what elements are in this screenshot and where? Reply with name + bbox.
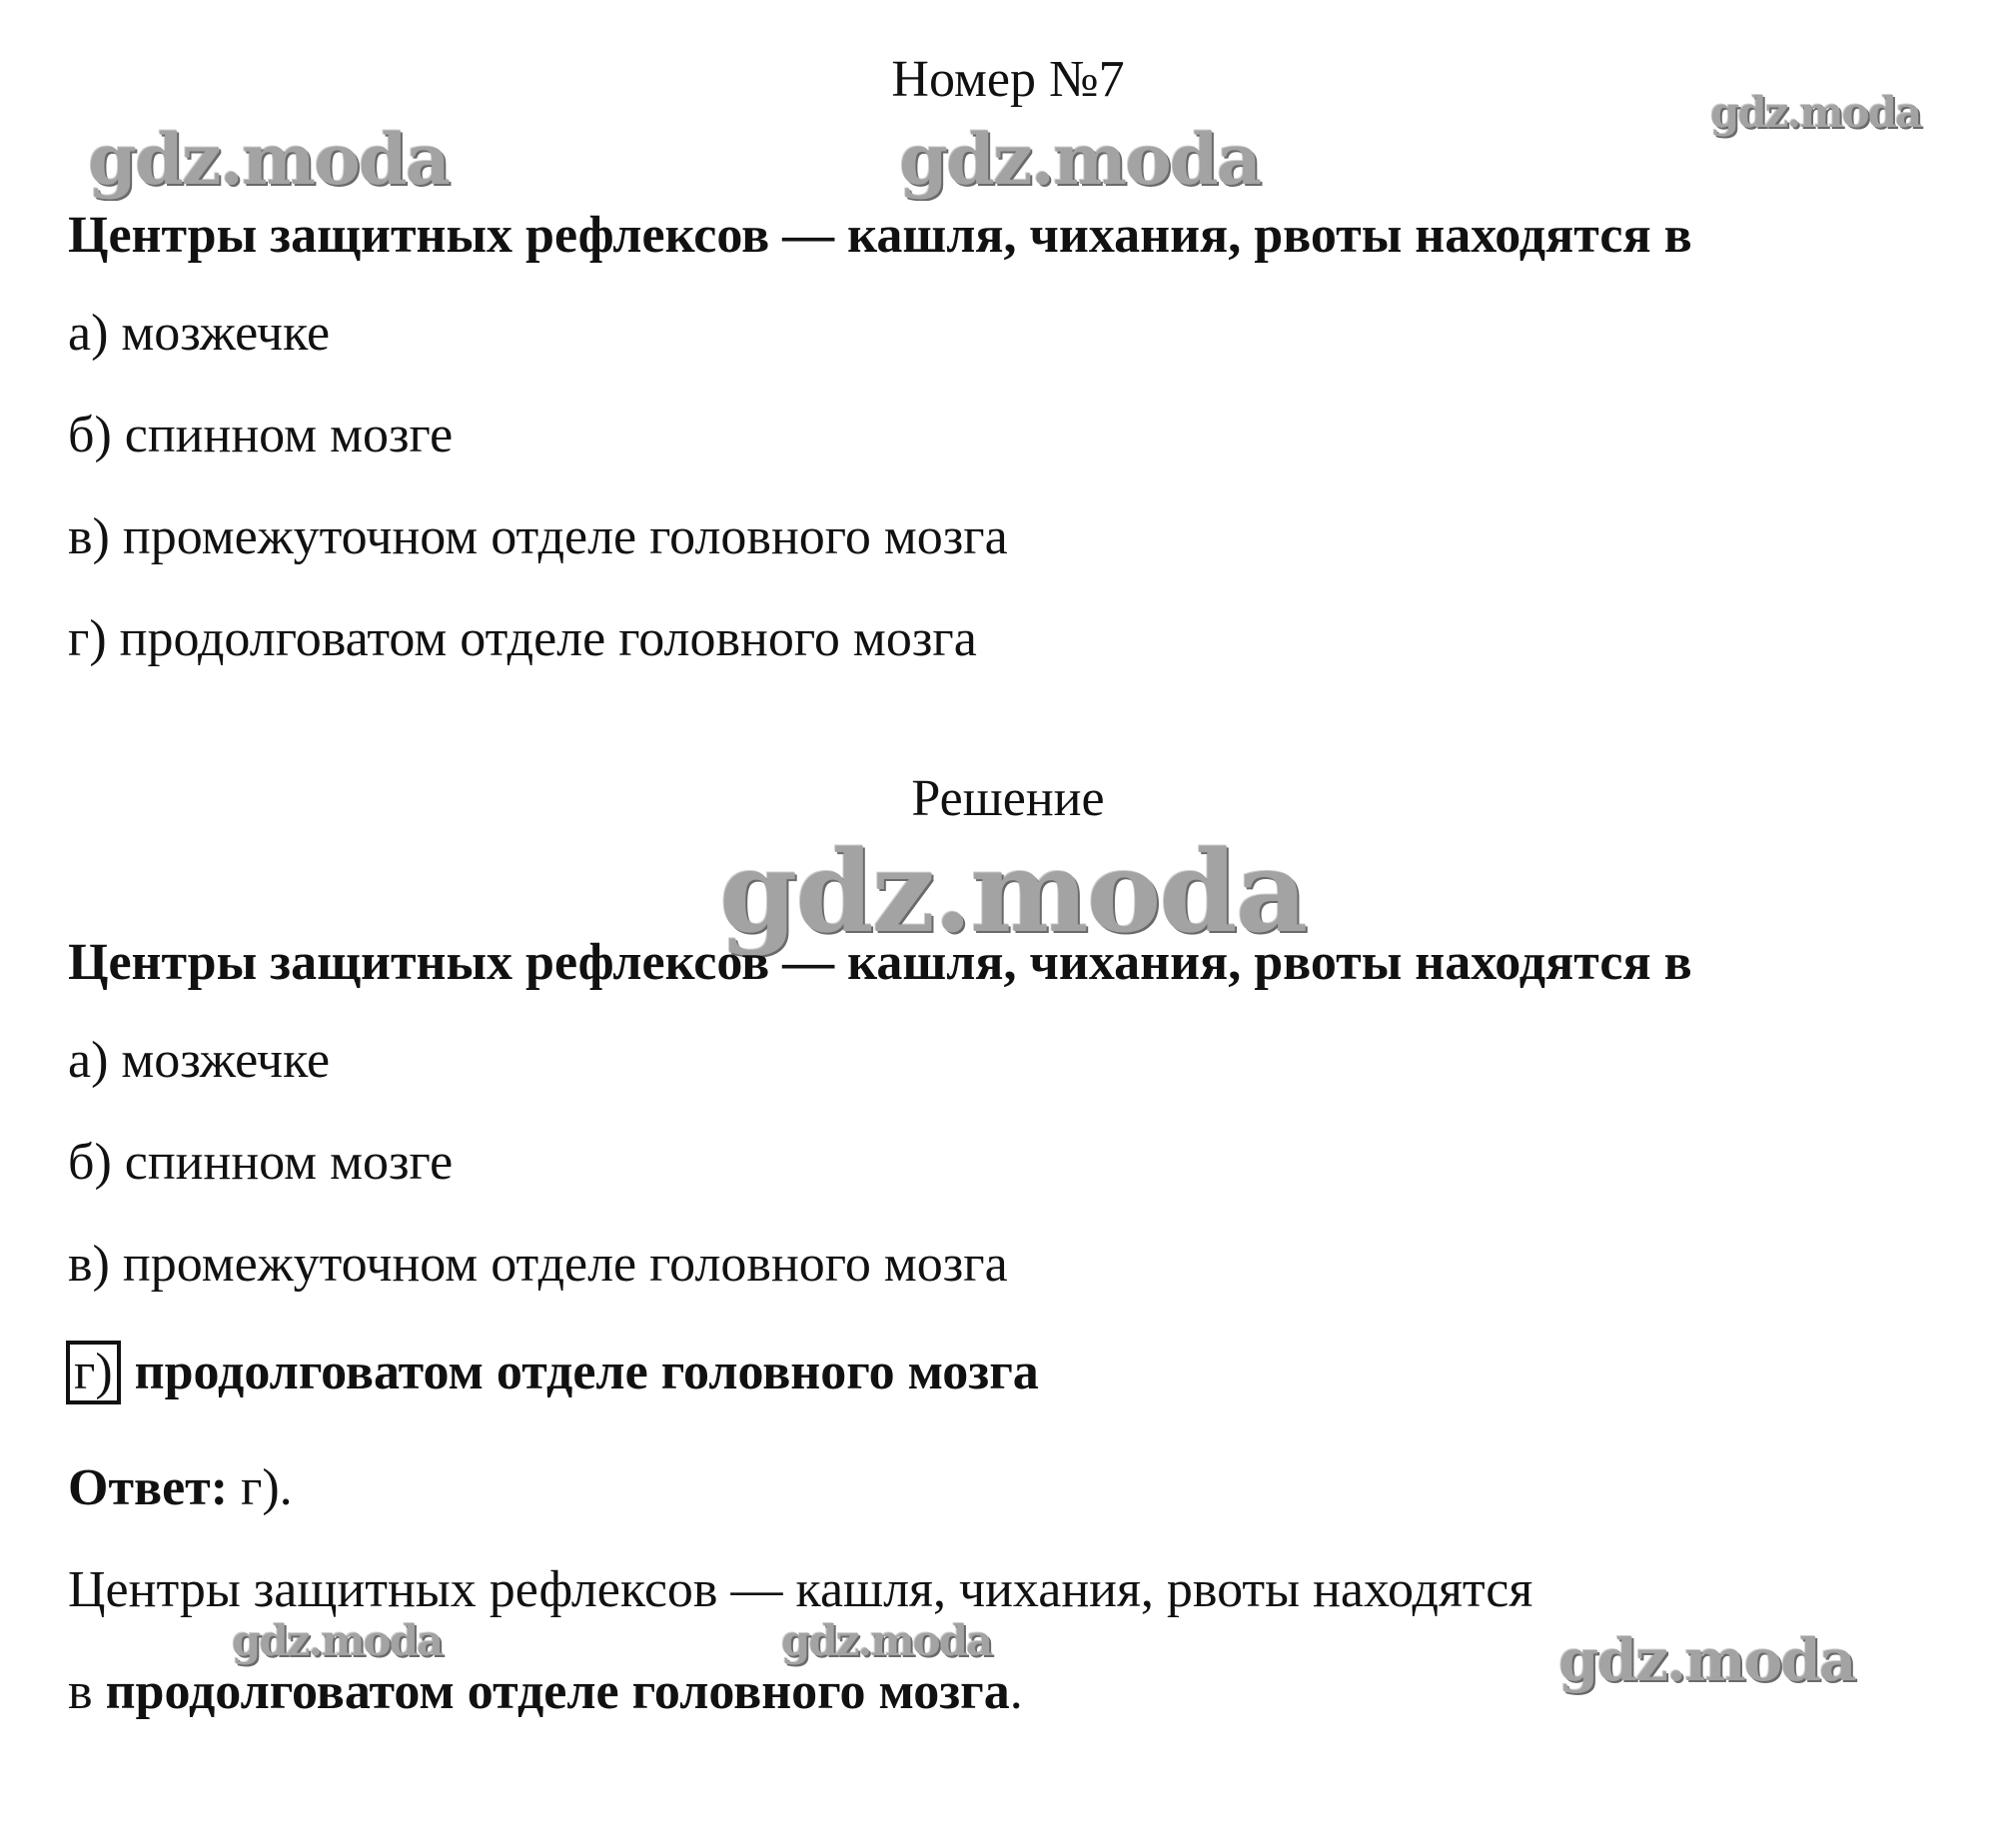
solution-question: Центры защитных рефлексов — кашля, чихания, рвоты находятся в: [68, 934, 1692, 991]
solution-option-v: в) промежуточном отделе головного мозга: [68, 1236, 1008, 1293]
watermark-logo: gdz.moda: [232, 1616, 443, 1665]
task-option-b: б) спинном мозге: [68, 407, 454, 463]
task-question: Центры защитных рефлексов — кашля, чихания, рвоты находятся в: [68, 207, 1692, 264]
watermark-logo: gdz.moda: [1558, 1626, 1855, 1694]
answer-label: Ответ:: [68, 1459, 229, 1516]
watermark-logo: gdz.moda: [781, 1616, 992, 1665]
solution-option-selected: [68, 1341, 1039, 1404]
solution-option-b: б) спинном мозге: [68, 1134, 454, 1191]
selected-answer-box: г): [66, 1341, 121, 1404]
explanation-prefix: в: [68, 1663, 106, 1720]
task-option-a: а) мозжечке: [68, 305, 331, 362]
explanation-line-2: [68, 1662, 1023, 1722]
watermark-logo: gdz.moda: [719, 827, 1307, 958]
page-title: Номер №7: [891, 51, 1125, 108]
explanation-suffix: .: [1009, 1663, 1023, 1720]
task-option-g: г) продолговатом отделе головного мозга: [68, 610, 977, 667]
watermark-logo: gdz.moda: [899, 118, 1261, 201]
answer-value: г).: [228, 1459, 293, 1516]
task-option-v: в) промежуточном отделе головного мозга: [68, 508, 1008, 565]
solution-title: Решение: [911, 770, 1105, 827]
solution-option-a: а) мозжечке: [68, 1032, 331, 1089]
watermark-logo: gdz.moda: [88, 118, 450, 201]
watermark-logo: gdz.moda: [1710, 88, 1921, 137]
explanation-line-1: Центры защитных рефлексов — кашля, чихания, рвоты находятся: [68, 1561, 1533, 1618]
selected-answer-text: продолговатом отделе головного мозга: [134, 1344, 1039, 1400]
explanation-bold: продолговатом отделе головного мозга: [105, 1663, 1010, 1720]
answer-line: [68, 1458, 293, 1518]
